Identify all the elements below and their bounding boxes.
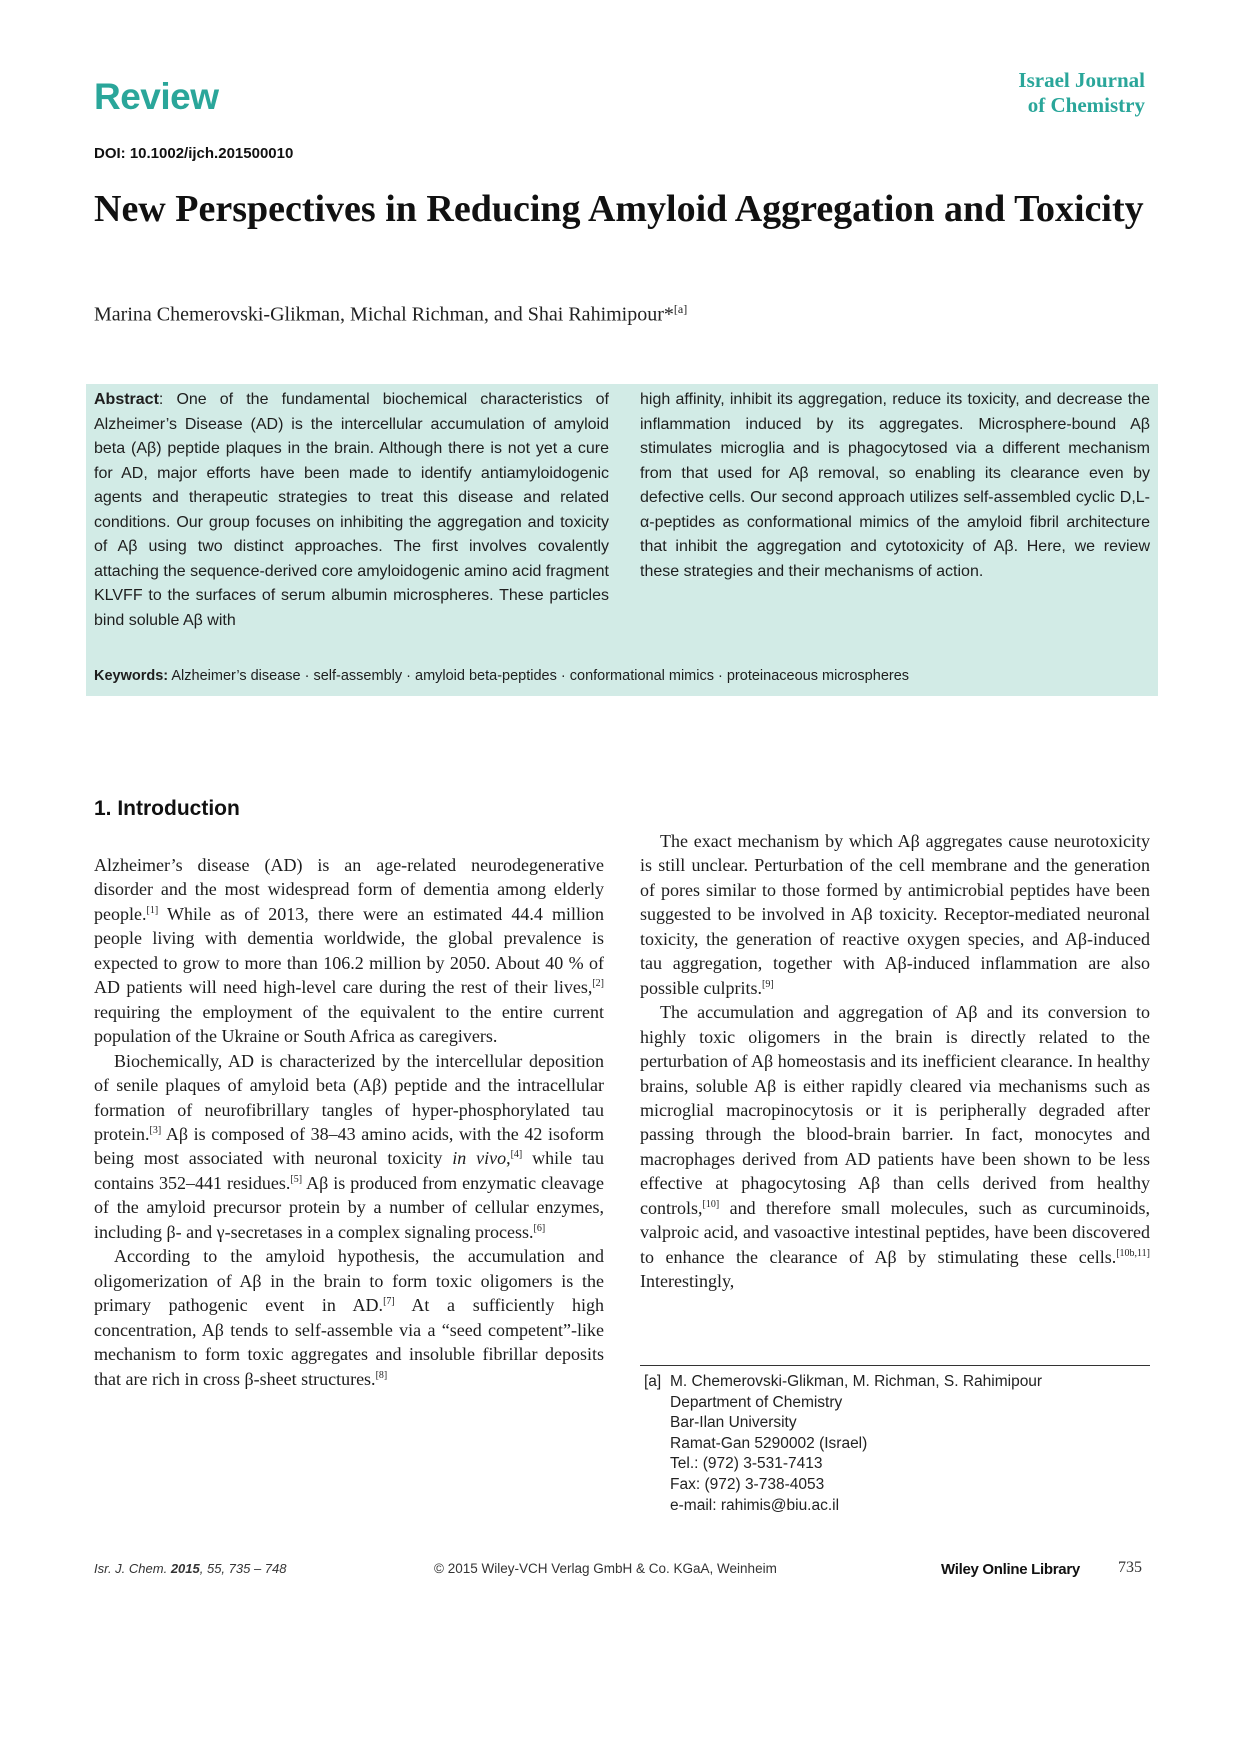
footer-library-logo[interactable]: Wiley Online Library xyxy=(941,1561,1080,1578)
affiliation-university: Bar-Ilan University xyxy=(670,1414,797,1432)
footer-copyright: © 2015 Wiley-VCH Verlag GmbH & Co. KGaA, Weinheim xyxy=(434,1561,777,1576)
paragraph-3 xyxy=(94,1244,604,1391)
author-names: Marina Chemerovski-Glikman, Michal Richman, and Shai Rahimipour* xyxy=(94,303,674,326)
journal-name-line1: Israel Journal xyxy=(1018,68,1145,92)
citation-ref[interactable]: [5] xyxy=(290,1173,303,1185)
affiliation-divider xyxy=(640,1365,1150,1366)
citation-ref[interactable]: [4] xyxy=(510,1149,523,1161)
author-affiliation-mark: [a] xyxy=(673,302,688,316)
text-run: The accumulation and aggregation of Aβ and its conversion to highly toxic oligomers in the brain is directly related to the perturbation of Aβ homeostasis and its inefficient clearance. In healthy brains, soluble Aβ is either rapidly cleared via mechanisms such as microglial macropinocytosis or it is peripherally degraded after passing through the blood-brain barrier. In fact, monocytes and macrophages derived from AD patients have been shown to be less effective at phagocytosing Aβ than cells derived from healthy controls, xyxy=(640,1002,1150,1218)
page-number: 735 xyxy=(1118,1559,1142,1576)
paragraph-2 xyxy=(94,1049,604,1245)
body-left-column xyxy=(94,853,604,1391)
footer-cite-year: 2015 xyxy=(170,1561,200,1576)
citation-ref[interactable]: [2] xyxy=(592,978,604,990)
affiliation-city: Ramat-Gan 5290002 (Israel) xyxy=(670,1434,868,1452)
footer-citation xyxy=(94,1561,286,1576)
citation-ref[interactable]: [6] xyxy=(533,1222,546,1234)
text-run: requiring the employment of the equivalent to the entire current population of the Ukraine or South Africa as caregivers. xyxy=(94,1001,604,1047)
text-run: According to the amyloid hypothesis, the accumulation and oligomerization of Aβ in the brain to form toxic oligomers is the primary pathogenic event in AD. xyxy=(94,1246,604,1316)
abstract-label: Abstract xyxy=(94,391,159,408)
section-label: Review xyxy=(94,76,219,117)
text-run: The exact mechanism by which Aβ aggregates cause neurotoxicity is still unclear. Perturbation of the cell membrane and the generation of pores similar to those formed by antimicrobial peptides have been suggested to be involved in Aβ toxicity. Receptor-mediated neuronal toxicity, the generation of reactive oxygen species, and Aβ-induced tau aggregation, together with Aβ-induced inflammation are also possible culprits. xyxy=(640,831,1150,998)
italic-term: in vivo xyxy=(452,1148,507,1169)
affiliation-names: M. Chemerovski-Glikman, M. Richman, S. Rahimipour xyxy=(670,1373,1043,1390)
affiliation-footnote xyxy=(644,1372,1042,1516)
citation-ref[interactable]: [1] xyxy=(146,904,159,916)
citation-ref[interactable]: [9] xyxy=(762,978,774,990)
journal-name-line2: of Chemistry xyxy=(1027,93,1145,117)
abstract-text-left: : One of the fundamental biochemical characteristics of Alzheimer’s Disease (AD) is the intercellular accumulation of amyloid beta (Aβ) peptide plaques in the brain. Although there is not yet a cure for AD, major efforts have been made to identify antiamyloidogenic agents and therapeutic strategies to treat this disease and related conditions. Our group focuses on inhibiting the aggregation and toxicity of Aβ using two distinct approaches. The first involves covalently attaching the sequence-derived core amyloidogenic amino acid fragment KLVFF to the surfaces of serum albumin microspheres. These particles bind soluble Aβ with xyxy=(94,391,609,629)
text-run: Alzheimer’s disease (AD) is an age-related neurodegenerative disorder and the most widespread form of dementia among elderly people. xyxy=(94,855,604,924)
affiliation-mark: [a] xyxy=(644,1373,662,1390)
text-run: Aβ is composed of 38–43 amino acids, with the 42 isoform being most associated with neuronal toxicity xyxy=(94,1123,604,1169)
citation-ref[interactable]: [10] xyxy=(702,1198,720,1210)
paragraph-4 xyxy=(640,829,1150,1000)
affiliation-email[interactable]: e-mail: rahimis@biu.ac.il xyxy=(670,1496,840,1514)
affiliation-tel: Tel.: (972) 3-531-7413 xyxy=(670,1455,823,1473)
text-run: while tau contains 352–441 residues. xyxy=(94,1148,605,1193)
paragraph-5 xyxy=(640,1000,1150,1293)
abstract-left-column xyxy=(94,388,609,633)
citation-ref[interactable]: [10b,11] xyxy=(1116,1247,1150,1259)
text-run: At a sufficiently high concentration, Aβ tends to self-assemble via a “seed competent”-like mechanism to form toxic aggregates and insoluble fibrillar deposits that are rich in cross β-sheet structures. xyxy=(94,1295,604,1389)
text-run: Aβ is produced from enzymatic cleavage of the amyloid precursor protein by a number of cellular enzymes, including β- and γ-secretases in a complex signaling process. xyxy=(94,1172,604,1242)
citation-ref[interactable]: [7] xyxy=(383,1296,395,1308)
keywords xyxy=(94,668,909,684)
citation-ref[interactable]: [8] xyxy=(375,1369,388,1381)
author-list xyxy=(94,302,687,327)
section-heading-introduction: 1. Introduction xyxy=(94,797,240,820)
body-right-column xyxy=(640,829,1150,1294)
footer-cite-journal: Isr. J. Chem. xyxy=(94,1561,171,1576)
keywords-label: Keywords: xyxy=(94,668,169,684)
footer-cite-pages: , 55, 735 – 748 xyxy=(199,1561,287,1576)
doi[interactable]: DOI: 10.1002/ijch.201500010 xyxy=(94,145,294,162)
text-run: and therefore small molecules, such as curcuminoids, valproic acid, and vasoactive intestinal peptides, have been discovered to enhance the clearance of Aβ by stimulating these cells. xyxy=(640,1197,1150,1267)
abstract-right-column: high affinity, inhibit its aggregation, reduce its toxicity, and decrease the inflammation induced by its aggregates. Microsphere-bound Aβ stimulates microglia and is phagocytosed via a different mechanism from that used for Aβ removal, so enabling its clearance even by defective cells. Our second approach utilizes self-assembled cyclic D,L-α-peptides as conformational mimics of the amyloid fibril architecture that inhibit the aggregation and cytotoxicity of Aβ. Here, we review these strategies and their mechanisms of action. xyxy=(640,391,1150,580)
affiliation-fax: Fax: (972) 3-738-4053 xyxy=(670,1475,825,1493)
text-run: Biochemically, AD is characterized by the intercellular deposition of senile plaques of amyloid beta (Aβ) peptide and the intracellular formation of neurofibrillary tangles of hyper-phosphorylated tau protein. xyxy=(94,1050,604,1144)
affiliation-department: Department of Chemistry xyxy=(670,1393,843,1411)
text-run: , xyxy=(506,1148,511,1169)
journal-name xyxy=(945,68,1145,118)
citation-ref[interactable]: [3] xyxy=(149,1124,162,1136)
article-title: New Perspectives in Reducing Amyloid Aggregation and Toxicity xyxy=(94,188,1144,230)
text-run: While as of 2013, there were an estimated 44.4 million people living with dementia worldwide, the global prevalence is expected to grow to more than 106.2 million by 2050. About 40 % of AD patients will need high-level care during the rest of their lives, xyxy=(94,903,604,998)
text-run: Interestingly, xyxy=(640,1271,735,1292)
abstract-box xyxy=(86,384,1158,696)
keywords-list: Alzheimer’s disease · self-assembly · amyloid beta-peptides · conformational mimics · proteinaceous microspheres xyxy=(171,668,910,684)
paragraph-1 xyxy=(94,853,604,1049)
